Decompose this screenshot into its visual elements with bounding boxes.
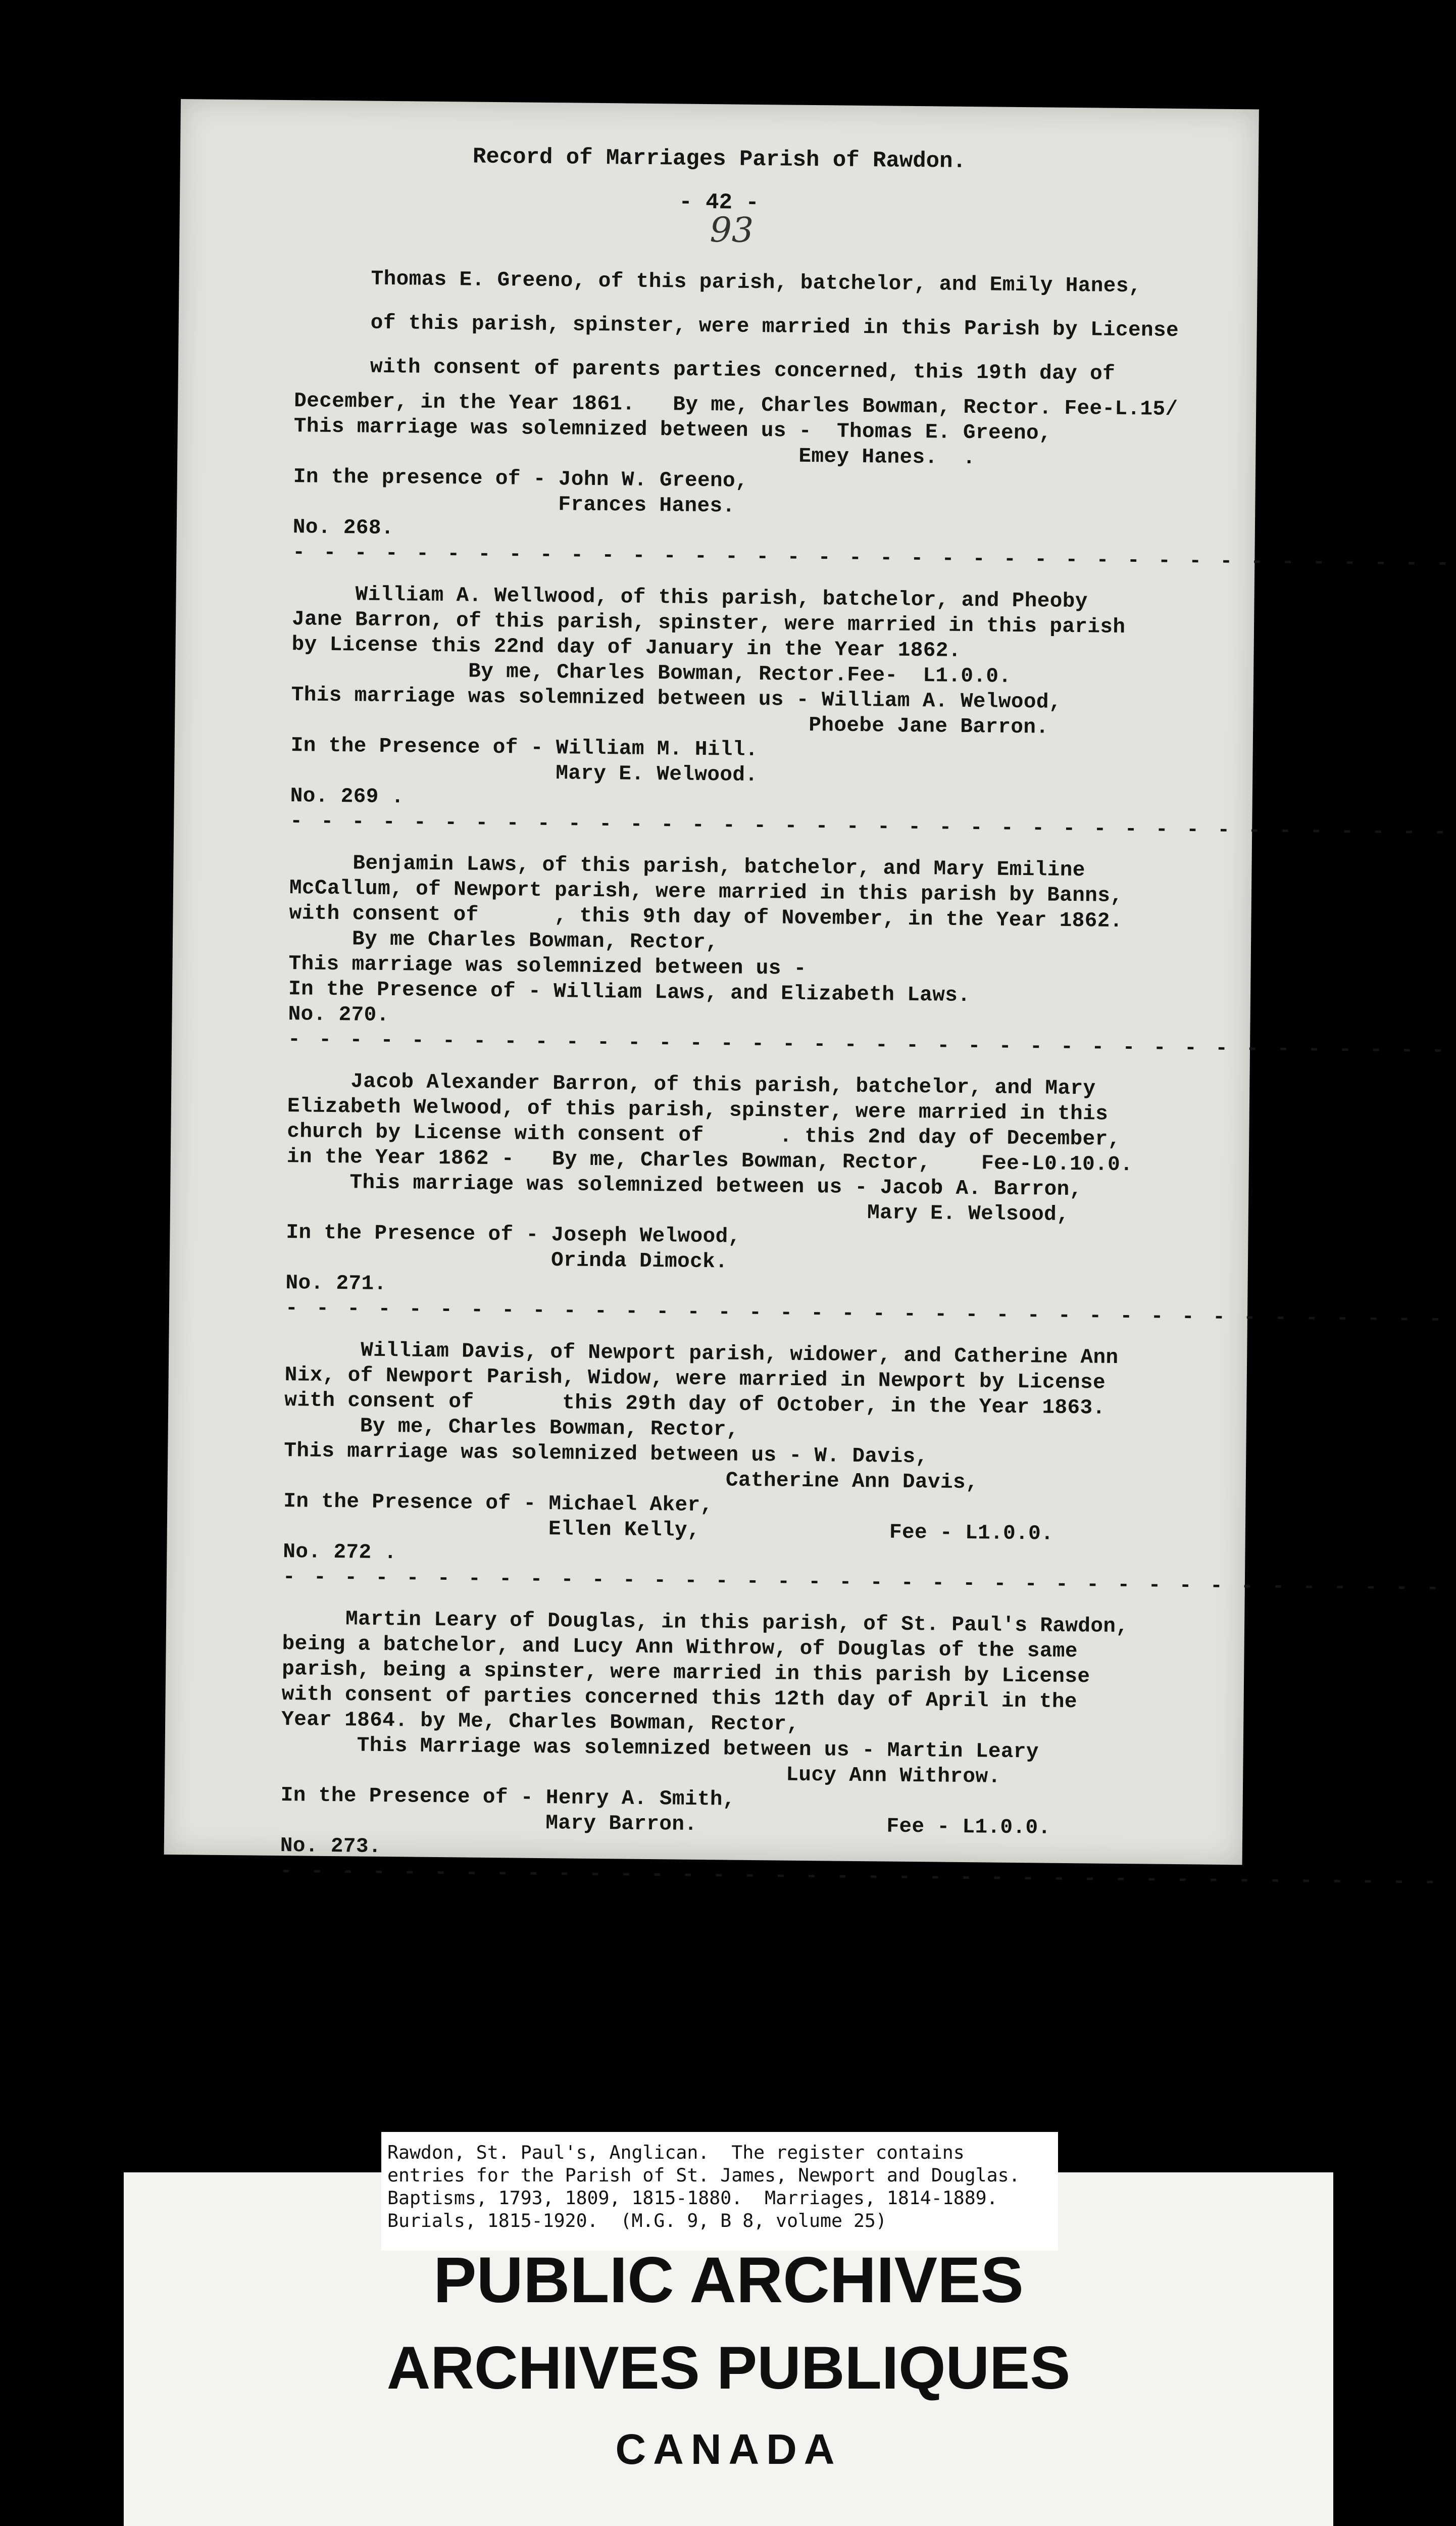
marriage-entry — [290, 581, 1449, 845]
entry-line: In the Presence of - William Laws, and Elizabeth Laws. — [288, 978, 971, 1008]
entry-line: Elizabeth Welwood, of this parish, spinster, were married in this — [287, 1095, 1109, 1126]
entry-line: Nix, of Newport Parish, Widow, were married in Newport by License — [284, 1364, 1106, 1395]
entry-line: Phoebe Jane Barron. — [290, 709, 1049, 740]
entry-line: with consent of parents parties concerned, this 19th day of — [294, 355, 1116, 386]
entry-separator: - - - - - - - - - - - - - - - - - - - - - - - - - - - - - - - - - - - - - - — [290, 810, 1449, 845]
register-page — [164, 99, 1452, 1894]
entry-line: Ellen Kelly, Fee - L1.0.0. — [283, 1515, 1054, 1546]
archive-note — [381, 2132, 1058, 2251]
entry-line: No. 273. — [280, 1834, 382, 1859]
entry-separator: - - - - - - - - - - - - - - - - - - - - - - - - - - - - - - - - - - - - - - — [287, 1028, 1447, 1063]
archive-note-line: Baptisms, 1793, 1809, 1815-1880. Marriages, 1814-1889. — [387, 2187, 998, 2209]
marriage-entry — [285, 1068, 1445, 1332]
entry-line: with consent of parties concerned this 12th day of April in the — [281, 1683, 1078, 1714]
entry-line: with consent of , this 9th day of November, in the Year 1862. — [289, 902, 1123, 933]
entry-line: In the Presence of - Henry A. Smith, — [280, 1784, 736, 1812]
entry-line: This Marriage was solemnized between us - Martin Leary — [281, 1733, 1039, 1764]
entry-line: church by License with consent of . this 2nd day of December, — [287, 1120, 1121, 1151]
entry-separator: - - - - - - - - - - - - - - - - - - - - - - - - - - - - - - - - - - - - - - — [292, 541, 1452, 576]
entry-separator: - - - - - - - - - - - - - - - - - - - - - - - - - - - - - - - - - - - - - - — [285, 1297, 1445, 1332]
entry-line: In the Presence of - Michael Aker, — [283, 1490, 713, 1518]
archive-note-line: entries for the Parish of St. James, Newport and Douglas. — [387, 2164, 1020, 2186]
entry-line: Benjamin Laws, of this parish, batchelor, and Mary Emiline — [289, 851, 1085, 883]
entry-line: William A. Wellwood, of this parish, batchelor, and Pheoby — [292, 582, 1088, 614]
archive-note-line: Rawdon, St. Paul's, Anglican. The register contains — [387, 2142, 965, 2163]
entry-separator: - - - - - - - - - - - - - - - - - - - - - - - - - - - - - - - - - - - - - - — [282, 1566, 1442, 1600]
entry-line: By me, Charles Bowman, Rector.Fee- L1.0.0. — [291, 658, 1012, 689]
archive-note-line: Burials, 1815-1920. (M.G. 9, B 8, volume 25) — [387, 2210, 887, 2231]
archive-country: CANADA — [615, 2425, 842, 2473]
entry-line: Orinda Dimock. — [285, 1246, 728, 1274]
entry-line: William Davis, of Newport parish, widower, and Catherine Ann — [285, 1338, 1119, 1370]
entry-line: In the Presence of - Joseph Welwood, — [286, 1221, 741, 1249]
entry-line: No. 272 . — [283, 1540, 397, 1565]
entry-line: In the Presence of - William M. Hill. — [290, 734, 759, 762]
handwritten-page-number: 93 — [710, 210, 754, 251]
entry-line: This marriage was solemnized between us - Thomas E. Greeno, — [293, 415, 1052, 446]
entry-line: Mary E. Welwood. — [290, 759, 758, 788]
marriage-entries — [280, 257, 1452, 1909]
entry-line: Thomas E. Greeno, of this parish, batchelor, and Emily Hanes, — [295, 267, 1142, 299]
entry-line: No. 268. — [292, 516, 394, 541]
entry-line: of this parish, spinster, were married in this Parish by License — [294, 311, 1179, 343]
entry-line: Year 1864. by Me, Charles Bowman, Rector, — [281, 1708, 799, 1736]
archive-title-fr: ARCHIVES PUBLIQUES — [386, 2334, 1071, 2402]
page-header: Record of Marriages Parish of Rawdon. — [472, 144, 967, 174]
entry-line: Frances Hanes. — [293, 491, 735, 518]
entry-line: in the Year 1862 - By me, Charles Bowman, Rector, Fee-L0.10.0. — [286, 1145, 1133, 1177]
entry-line: December, in the Year 1861. By me, Charles Bowman, Rector. Fee-L.15/ — [294, 390, 1178, 421]
entry-line: Jane Barron, of this parish, spinster, were married in this parish — [291, 608, 1126, 640]
entry-line: by License this 22nd day of January in the Year 1862. — [291, 633, 962, 663]
entry-line: In the presence of - John W. Greeno, — [293, 465, 748, 493]
entry-line: Mary E. Welsood, — [286, 1196, 1070, 1227]
entry-line: This marriage was solemnized between us - W. Davis, — [284, 1439, 928, 1469]
entry-line: Mary Barron. Fee - L1.0.0. — [280, 1809, 1051, 1840]
entry-line: No. 270. — [288, 1003, 389, 1028]
entry-separator: - - - - - - - - - - - - - - - - - - - - - - - - - - - - - - - - - - - - - - — [280, 1860, 1439, 1894]
entry-line: Martin Leary of Douglas, in this parish, of St. Paul's Rawdon, — [282, 1607, 1129, 1639]
entry-line: Emey Hanes. . — [293, 440, 976, 470]
entry-line: McCallum, of Newport parish, were married in this parish by Banns, — [289, 877, 1123, 908]
entry-line: parish, being a spinster, were married in this parish by License — [281, 1658, 1090, 1689]
entry-line: By me, Charles Bowman, Rector, — [284, 1414, 739, 1442]
marriage-entry — [292, 257, 1452, 576]
entry-line: This marriage was solemnized between us - William A. Welwood, — [291, 684, 1062, 714]
marriage-entry — [287, 850, 1447, 1063]
entry-line: being a batchelor, and Lucy Ann Withrow, of Douglas of the same — [282, 1632, 1078, 1664]
entry-line: Catherine Ann Davis, — [283, 1465, 979, 1495]
entry-line: This marriage was solemnized between us - Jacob A. Barron, — [286, 1171, 1082, 1202]
entry-line: No. 269 . — [290, 785, 405, 809]
entry-line: This marriage was solemnized between us - — [288, 952, 807, 981]
entry-line: No. 271. — [285, 1272, 387, 1296]
entry-line: Lucy Ann Withrow. — [281, 1759, 1001, 1789]
entry-line: By me Charles Bowman, Rector, — [288, 927, 719, 955]
entry-line: with consent of this 29th day of October, in the Year 1863. — [284, 1389, 1106, 1420]
marriage-entry — [280, 1606, 1439, 1894]
archive-title-en: PUBLIC ARCHIVES — [433, 2244, 1024, 2316]
entry-line: Jacob Alexander Barron, of this parish, batchelor, and Mary — [287, 1070, 1096, 1101]
page-number: - 42 - — [679, 189, 760, 216]
marriage-entry — [282, 1337, 1442, 1600]
